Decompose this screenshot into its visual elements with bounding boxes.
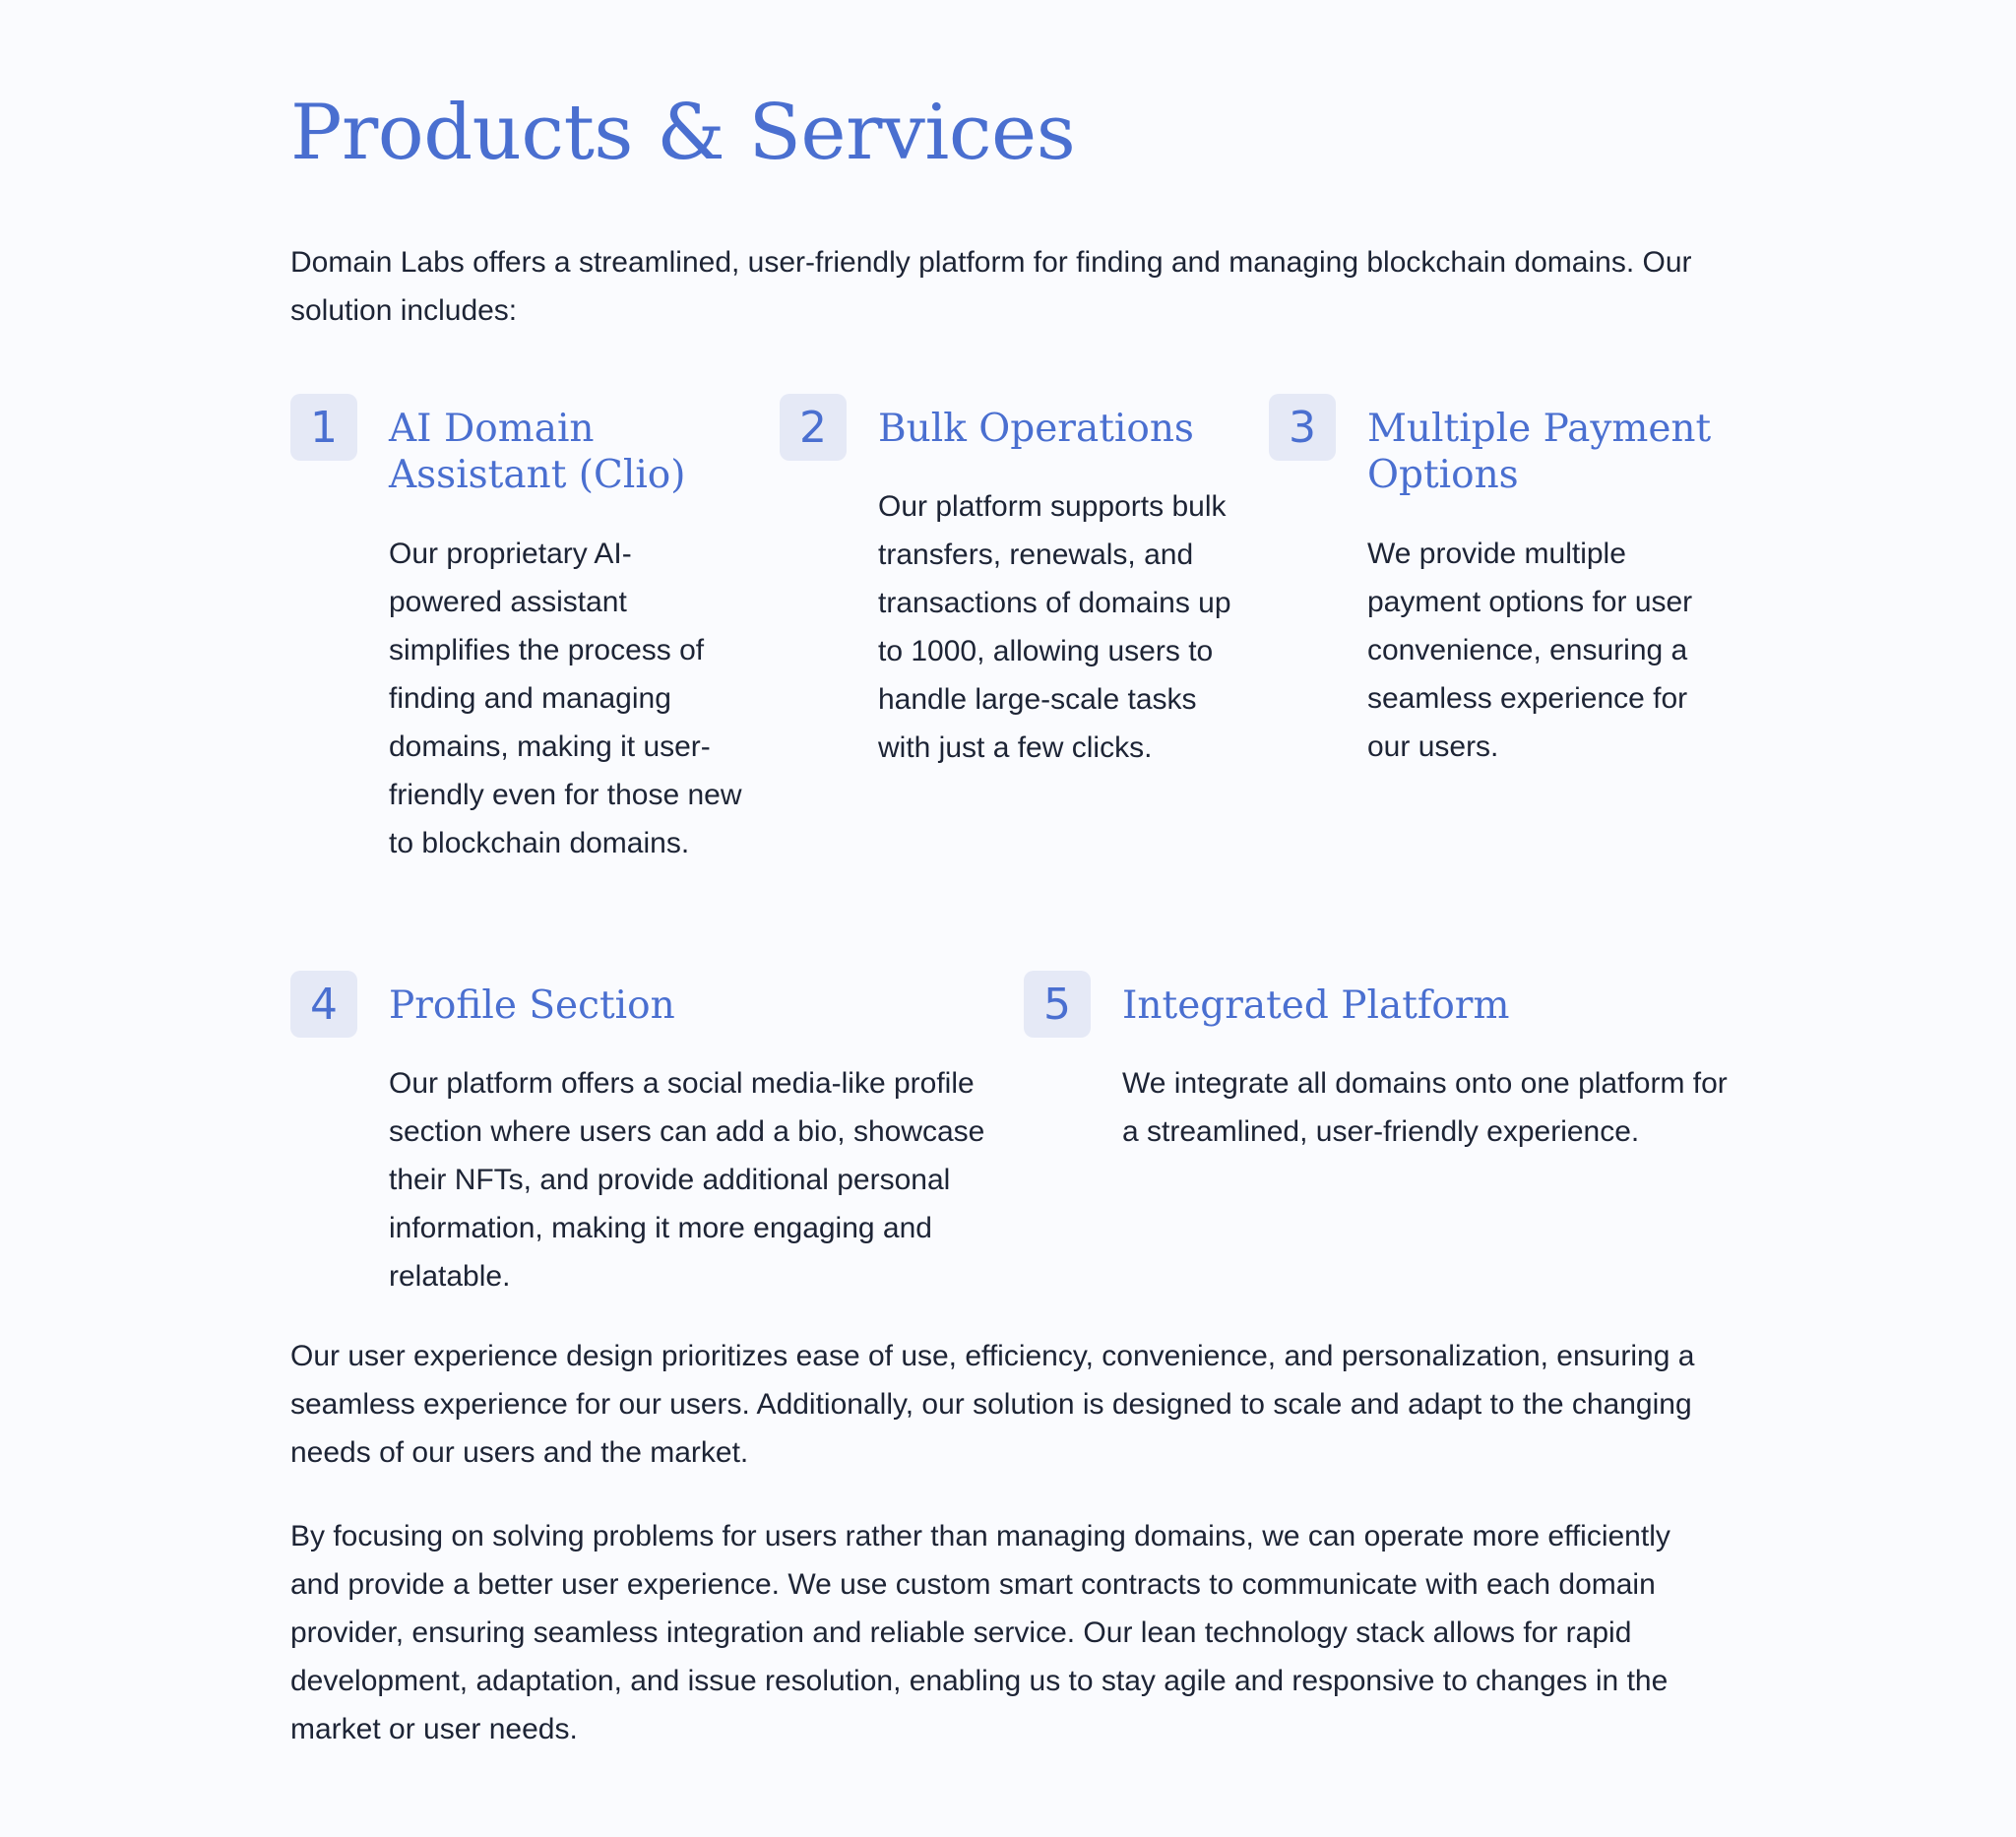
feature-number-badge: 4: [290, 971, 357, 1038]
feature-number-badge: 2: [780, 394, 847, 461]
technology-paragraph: By focusing on solving problems for users rather than managing domains, we can operate more efficiently and provide a better user experience. We use custom smart contracts to communicate with each domain provider, ensuring seamless integration and reliable service. Our lean technology stack allows for rapid development, adaptation, and issue resolution, enabling us to stay agile and responsive to changes in the market or user needs.: [290, 1520, 1670, 1745]
feature-title: Bulk Operations: [878, 407, 1194, 451]
feature-description: We integrate all domains onto one platform for a streamlined, user-friendly experience.: [1122, 1067, 1728, 1148]
feature-description: Our platform offers a social media-like profile section where users can add a bio, showcase their NFTs, and provide additional personal information, making it more engaging and relatable.: [389, 1067, 985, 1293]
ux-design-paragraph: Our user experience design prioritizes ease of use, efficiency, convenience, and personalization, ensuring a seamless experience for our users. Additionally, our solution is designed to scale and adapt to the changing needs of our users and the market.: [290, 1340, 1695, 1469]
feature-number-badge: 5: [1024, 971, 1091, 1038]
page-title: Products & Services: [290, 89, 1076, 177]
feature-title: Integrated Platform: [1122, 983, 1510, 1028]
feature-title: Profile Section: [389, 983, 675, 1028]
intro-paragraph: Domain Labs offers a streamlined, user-friendly platform for finding and managing blockchain domains. Our solution includes:: [290, 246, 1692, 327]
feature-title: AI Domain Assistant (Clio): [389, 407, 686, 497]
feature-number-badge: 3: [1269, 394, 1336, 461]
feature-description: Our platform supports bulk transfers, renewals, and transactions of domains up to 1000, allowing users to handle large-scale tasks with just a few clicks.: [878, 490, 1231, 764]
feature-number-badge: 1: [290, 394, 357, 461]
feature-title: Multiple Payment Options: [1367, 407, 1712, 497]
feature-description: We provide multiple payment options for user convenience, ensuring a seamless experience for our users.: [1367, 538, 1693, 763]
feature-description: Our proprietary AI-powered assistant simplifies the process of finding and managing domains, making it user-friendly even for those new to blockchain domains.: [389, 538, 742, 859]
